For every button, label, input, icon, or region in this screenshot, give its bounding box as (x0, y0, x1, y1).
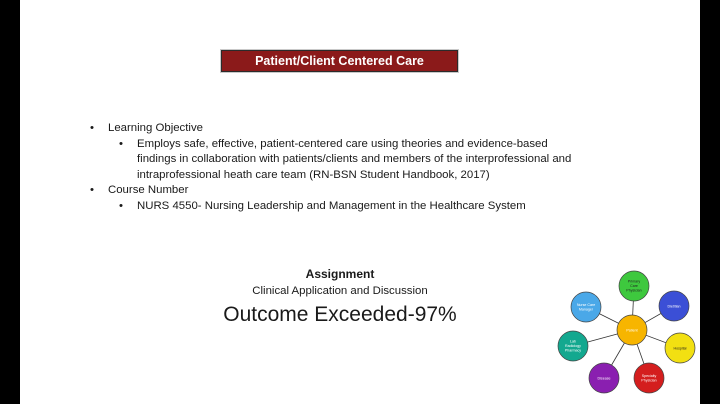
bullet-course-number: • Course Number (90, 183, 590, 199)
bullet-objective-text: • Employs safe, effective, patient-centered care using theories and evidence-based findings in collaboration with patients/clients and members of the interprofessional and intraprofessional heath care team (RN-BSN Student Handbook, 2017) (90, 137, 590, 184)
bullet-list (90, 121, 590, 214)
diagram-node-label: Disease (597, 376, 611, 381)
care-team-diagram (546, 266, 696, 394)
assignment-subtitle: Clinical Application and Discussion (252, 285, 428, 297)
diagram-node-label: Hospital (673, 346, 687, 351)
diagram-node-label: Primary Care Physician (626, 279, 642, 293)
bullet-learning-objective: • Learning Objective (90, 121, 590, 137)
diagram-node-label: Dietitian (667, 304, 681, 309)
diagram-node-label: Lab Radiology Pharmacy (564, 339, 582, 353)
diagram-center-label: Patient (626, 328, 638, 333)
assignment-outcome: Outcome Exceeded-97% (223, 303, 457, 326)
bullet-course-text: • NURS 4550- Nursing Leadership and Management in the Healthcare System (90, 199, 590, 215)
diagram-node-label: Specialty Physician (641, 373, 657, 383)
slide-title: Patient/Client Centered Care (221, 50, 458, 72)
assignment-heading: Assignment (305, 267, 375, 281)
assignment-block (186, 266, 494, 328)
slide (20, 0, 700, 404)
diagram-node-label: Nurse Care Manager (576, 302, 596, 312)
